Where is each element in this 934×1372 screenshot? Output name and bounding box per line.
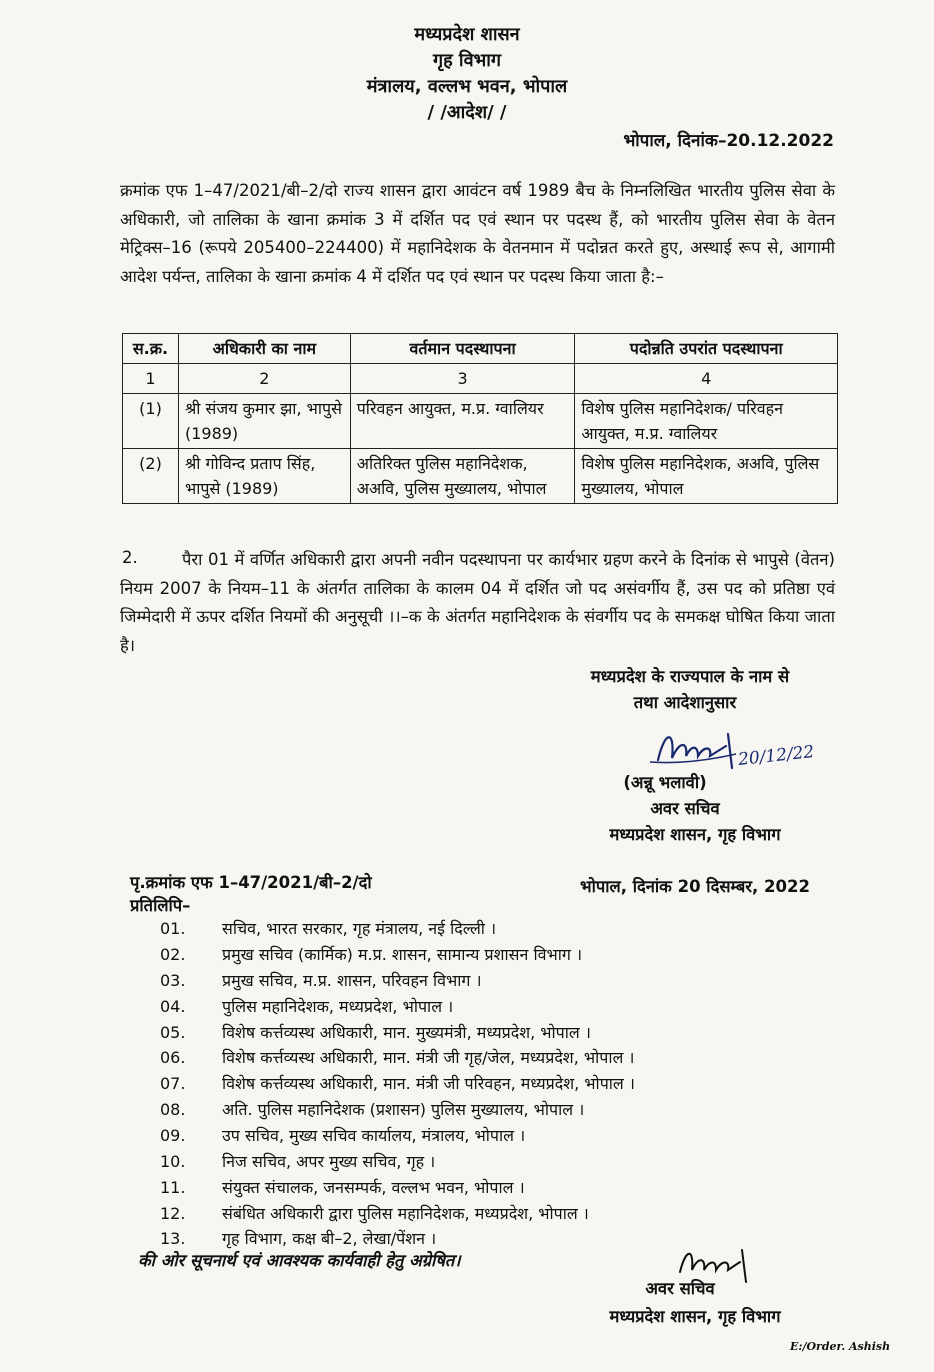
footer-file-code: E:/Order. Ashish bbox=[790, 1340, 891, 1353]
header-order-title: / /आदेश/ / bbox=[427, 102, 507, 123]
cell-current: परिवहन आयुक्त, म.प्र. ग्वालियर bbox=[350, 394, 575, 449]
table-row bbox=[123, 394, 838, 449]
endorsement-date: भोपाल, दिनांक 20 दिसम्बर, 2022 bbox=[580, 877, 810, 896]
paragraph-2-number: 2. bbox=[122, 548, 138, 567]
list-item: 10. निज सचिव, अपर मुख्य सचिव, गृह । bbox=[160, 1152, 436, 1171]
header-govt: मध्यप्रदेश शासन bbox=[414, 24, 520, 45]
endorsement-designation: अवर सचिव bbox=[645, 1279, 715, 1298]
col-number: 2 bbox=[178, 364, 350, 394]
order-paragraph-2: पैरा 01 में वर्णित अधिकारी द्वारा अपनी नवीन पदस्थापना पर कार्यभार ग्रहण करने के दिनांक से भापुसे (वेतन) नियम 2007 के नियम–11 के अंतर्गत तालिका के कालम 04 में दर्शित जो पद असंवर्गीय हैं, उस पद को प्रतिष्ठा एवं जिम्मेदारी में ऊपर दर्शित नियमों की अनुसूची ।।–क के अंतर्गत महानिदेशक के संवर्गीय पद के समकक्ष घोषित किया जाता है। bbox=[120, 550, 835, 655]
signatory-department: मध्यप्रदेश शासन, गृह विभाग bbox=[609, 825, 781, 844]
table-header-row bbox=[123, 334, 838, 364]
col-number: 1 bbox=[123, 364, 179, 394]
col-number: 4 bbox=[575, 364, 838, 394]
list-item: 11. संयुक्त संचालक, जनसम्पर्क, वल्लभ भवन, भोपाल । bbox=[160, 1178, 525, 1197]
cell-current: अतिरिक्त पुलिस महानिदेशक, अअवि, पुलिस मुख्यालय, भोपाल bbox=[350, 449, 575, 504]
list-item: 03. प्रमुख सचिव, म.प्र. शासन, परिवहन विभाग । bbox=[160, 971, 482, 990]
cell-name: श्री संजय कुमार झा, भापुसे (1989) bbox=[178, 394, 350, 449]
list-item: 05. विशेष कर्त्तव्यस्थ अधिकारी, मान. मुख्यमंत्री, मध्यप्रदेश, भोपाल । bbox=[160, 1023, 591, 1042]
col-header-current: वर्तमान पदस्थापना bbox=[350, 334, 575, 364]
posting-table bbox=[122, 333, 838, 504]
list-item: 07. विशेष कर्त्तव्यस्थ अधिकारी, मान. मंत्री जी परिवहन, मध्यप्रदेश, भोपाल । bbox=[160, 1074, 635, 1093]
authority-line-2: तथा आदेशानुसार bbox=[633, 693, 737, 712]
col-header-promoted: पदोन्नति उपरांत पदस्थापना bbox=[575, 334, 838, 364]
cell-promoted: विशेष पुलिस महानिदेशक/ परिवहन आयुक्त, म.प्र. ग्वालियर bbox=[575, 394, 838, 449]
table-number-row bbox=[123, 364, 838, 394]
list-item: 06. विशेष कर्त्तव्यस्थ अधिकारी, मान. मंत्री जी गृह/जेल, मध्यप्रदेश, भोपाल । bbox=[160, 1048, 635, 1067]
header-department: गृह विभाग bbox=[432, 50, 502, 71]
list-item: 09. उप सचिव, मुख्य सचिव कार्यालय, मंत्रालय, भोपाल । bbox=[160, 1126, 526, 1145]
list-item: 08. अति. पुलिस महानिदेशक (प्रशासन) पुलिस मुख्यालय, भोपाल । bbox=[160, 1100, 585, 1119]
list-item: 13. गृह विभाग, कक्ष बी–2, लेखा/पेंशन । bbox=[160, 1229, 437, 1248]
col-header-name: अधिकारी का नाम bbox=[178, 334, 350, 364]
table-row bbox=[123, 449, 838, 504]
endorsement-ref: पृ.क्रमांक एफ 1–47/2021/बी–2/दो bbox=[130, 873, 372, 892]
cell-sno: (2) bbox=[123, 449, 179, 504]
signatory-designation: अवर सचिव bbox=[650, 799, 720, 818]
header-address: मंत्रालय, वल्लभ भवन, भोपाल bbox=[366, 76, 568, 97]
col-header-sno: स.क्र. bbox=[123, 334, 179, 364]
list-item: 12. संबंधित अधिकारी द्वारा पुलिस महानिदेशक, मध्यप्रदेश, भोपाल । bbox=[160, 1204, 589, 1223]
order-paragraph-1: क्रमांक एफ 1–47/2021/बी–2/दो राज्य शासन द्वारा आवंटन वर्ष 1989 बैच के निम्नलिखित भारतीय पुलिस सेवा के अधिकारी, जो तालिका के खाना क्रमांक 3 में दर्शित पद एवं स्थान पर पदस्थ हैं, को भारतीय पुलिस सेवा के वेतन मेट्रिक्स–16 (रूपये 205400–224400) में महानिदेशक के वेतनमान में पदोन्नत करते हुए, अस्थाई रूप से, आगामी आदेश पर्यन्त, तालिका के खाना क्रमांक 4 में दर्शित पद एवं स्थान पर पदस्थ किया जाता है:– bbox=[120, 181, 835, 286]
closing-line: की ओर सूचनार्थ एवं आवश्यक कार्यवाही हेतु अग्रेषित। bbox=[138, 1251, 461, 1270]
endorsement-department: मध्यप्रदेश शासन, गृह विभाग bbox=[609, 1307, 781, 1326]
cell-name: श्री गोविन्द प्रताप सिंह, भापुसे (1989) bbox=[178, 449, 350, 504]
col-number: 3 bbox=[350, 364, 575, 394]
copy-label: प्रतिलिपि– bbox=[130, 896, 191, 915]
signatory-name: (अन्नू भलावी) bbox=[623, 773, 707, 792]
authority-line-1: मध्यप्रदेश के राज्यपाल के नाम से bbox=[590, 667, 790, 686]
cell-promoted: विशेष पुलिस महानिदेशक, अअवि, पुलिस मुख्यालय, भोपाल bbox=[575, 449, 838, 504]
cell-sno: (1) bbox=[123, 394, 179, 449]
list-item: 04. पुलिस महानिदेशक, मध्यप्रदेश, भोपाल । bbox=[160, 997, 454, 1016]
list-item: 01. सचिव, भारत सरकार, गृह मंत्रालय, नई दिल्ली । bbox=[160, 919, 497, 938]
order-date: भोपाल, दिनांक–20.12.2022 bbox=[623, 131, 834, 151]
signature-date: 20/12/22 bbox=[737, 742, 816, 770]
list-item: 02. प्रमुख सचिव (कार्मिक) म.प्र. शासन, सामान्य प्रशासन विभाग । bbox=[160, 945, 583, 964]
